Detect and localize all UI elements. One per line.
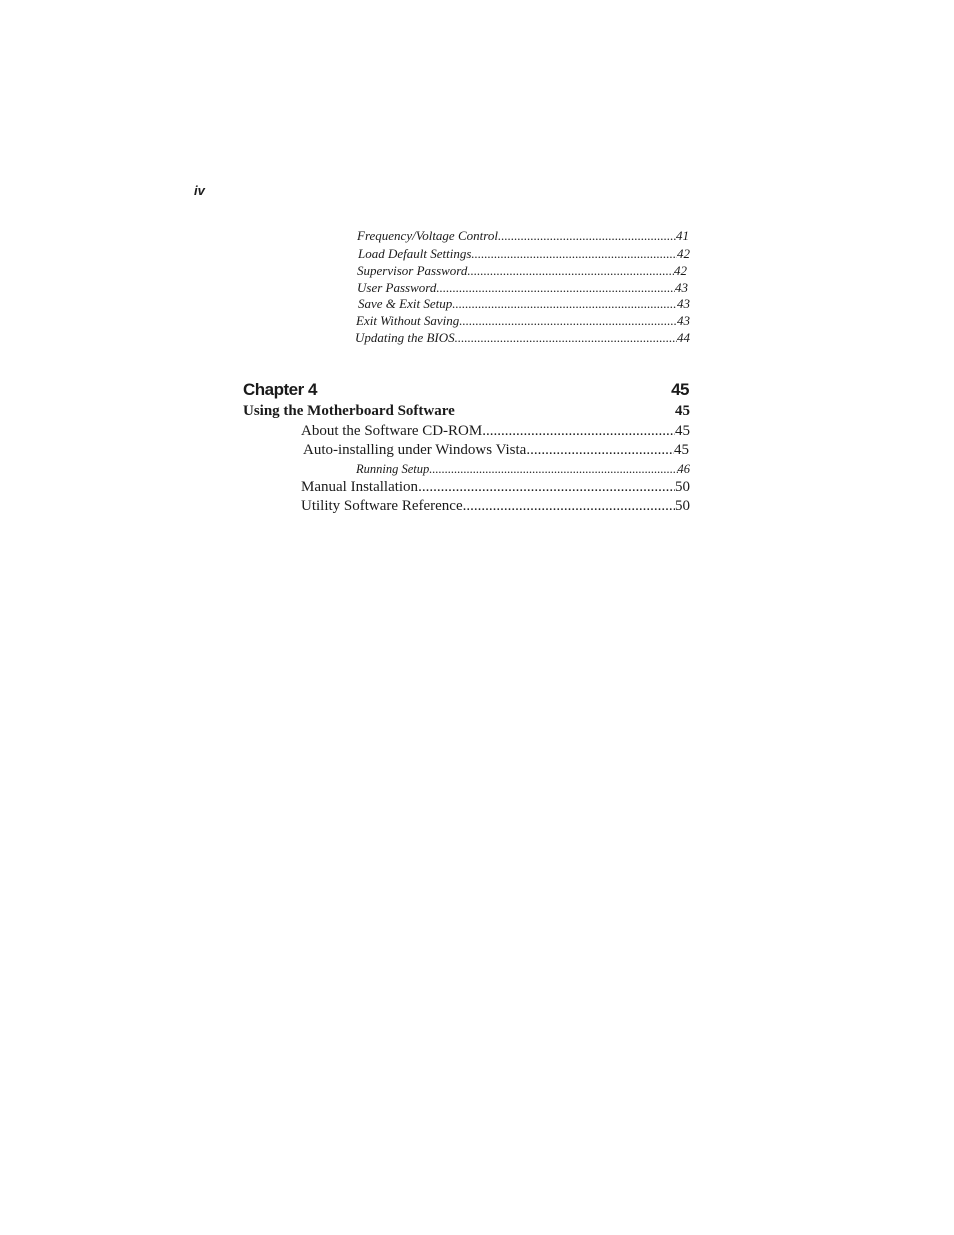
dot-leader	[471, 246, 677, 262]
toc-entry-page: 43	[677, 313, 690, 328]
dot-leader	[526, 442, 674, 459]
dot-leader	[463, 498, 675, 515]
toc-entry[interactable]	[356, 462, 690, 479]
toc-entry-label: Exit Without Saving	[356, 313, 460, 328]
toc-entry-page: 45	[674, 442, 689, 458]
chapter-page: 45	[671, 380, 689, 399]
dot-leader	[459, 313, 677, 329]
toc-entry[interactable]	[357, 280, 688, 297]
dot-leader	[418, 479, 675, 496]
toc-entry-page: 50	[675, 498, 690, 514]
toc-entry-label: Load Default Settings	[358, 246, 472, 261]
toc-entry-label: Frequency/Voltage Control	[357, 228, 498, 243]
dot-leader	[482, 423, 675, 440]
toc-entry[interactable]	[358, 296, 690, 313]
chapter-subtitle-row[interactable]	[243, 403, 690, 420]
toc-entry-page: 50	[675, 479, 690, 495]
dot-leader	[452, 296, 677, 312]
toc-entry-page: 43	[677, 296, 690, 311]
toc-entry[interactable]	[356, 313, 690, 330]
dot-leader	[467, 263, 674, 279]
toc-entry-label: Manual Installation	[301, 479, 419, 495]
toc-entry-label: Auto-installing under Windows Vista	[303, 442, 527, 458]
toc-entry-label: Supervisor Password	[357, 263, 468, 278]
toc-entry-page: 44	[677, 330, 690, 345]
toc-entry-label: User Password	[357, 280, 437, 295]
toc-entry[interactable]	[357, 263, 687, 280]
chapter-subtitle-page: 45	[675, 403, 690, 419]
toc-entry-label: Save & Exit Setup	[358, 296, 453, 311]
chapter-heading[interactable]	[243, 380, 689, 400]
toc-entry[interactable]	[357, 228, 689, 245]
toc-entry[interactable]	[301, 423, 690, 442]
toc-entry-page: 42	[674, 263, 687, 278]
dot-leader	[498, 228, 676, 244]
toc-entry-page: 41	[676, 228, 689, 243]
toc-entry-label: About the Software CD-ROM	[301, 423, 483, 439]
toc-entry-page: 45	[675, 423, 690, 439]
chapter-subtitle: Using the Motherboard Software	[243, 403, 455, 419]
toc-entry-page: 46	[677, 462, 690, 476]
toc-entry[interactable]	[358, 246, 690, 263]
page-number: iv	[194, 183, 205, 198]
toc-entry-page: 43	[675, 280, 688, 295]
toc-entry-label: Utility Software Reference	[301, 498, 463, 514]
toc-entry-label: Running Setup	[356, 462, 430, 476]
toc-entry[interactable]	[301, 498, 690, 517]
toc-entry-label: Updating the BIOS	[355, 330, 455, 345]
chapter-title: Chapter 4	[243, 380, 317, 399]
dot-leader	[429, 462, 677, 477]
dot-leader	[455, 330, 677, 346]
toc-entry[interactable]	[355, 330, 690, 347]
toc-entry[interactable]	[301, 479, 690, 498]
toc-entry[interactable]	[303, 442, 689, 461]
dot-leader	[436, 280, 675, 296]
toc-entry-page: 42	[677, 246, 690, 261]
